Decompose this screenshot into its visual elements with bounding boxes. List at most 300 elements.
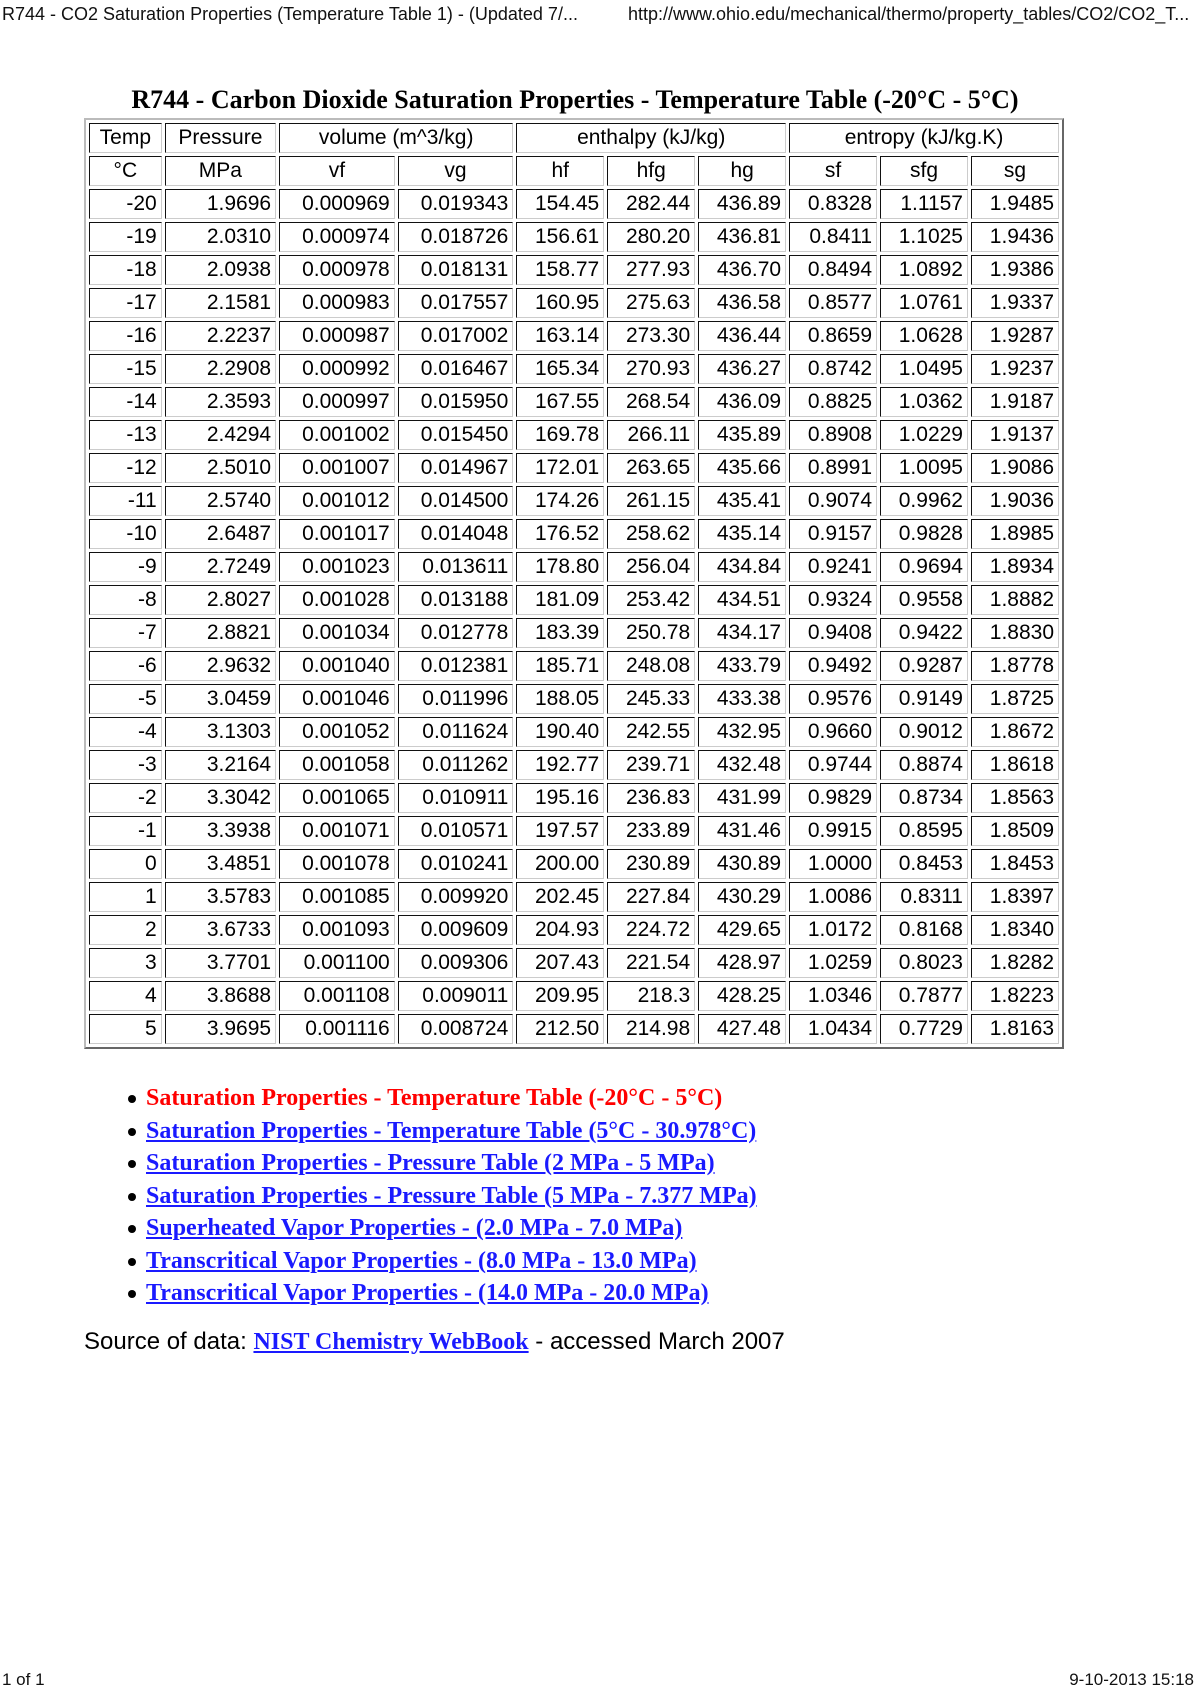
cell-pressure: 3.9695 <box>165 1014 276 1044</box>
cell-sfg: 1.1025 <box>880 222 968 252</box>
cell-sfg: 1.0761 <box>880 288 968 318</box>
cell-sg: 1.8672 <box>971 717 1059 747</box>
table-row <box>89 354 1059 384</box>
cell-hfg: 224.72 <box>607 915 695 945</box>
cell-pressure: 3.5783 <box>165 882 276 912</box>
cell-hfg: 221.54 <box>607 948 695 978</box>
cell-sg: 1.9187 <box>971 387 1059 417</box>
cell-pressure: 3.6733 <box>165 915 276 945</box>
cell-vf: 0.000997 <box>279 387 395 417</box>
cell-vf: 0.001100 <box>279 948 395 978</box>
bullet-icon <box>128 1258 136 1266</box>
cell-hg: 435.66 <box>698 453 786 483</box>
cell-hg: 428.25 <box>698 981 786 1011</box>
cell-sfg: 0.9287 <box>880 651 968 681</box>
table-row <box>89 981 1059 1011</box>
cell-sg: 1.8618 <box>971 750 1059 780</box>
unit-temp: °C <box>89 156 162 186</box>
table-row <box>89 222 1059 252</box>
cell-pressure: 3.3938 <box>165 816 276 846</box>
cell-vg: 0.009011 <box>398 981 514 1011</box>
cell-hf: 197.57 <box>516 816 604 846</box>
cell-pressure: 3.2164 <box>165 750 276 780</box>
cell-sfg: 0.8453 <box>880 849 968 879</box>
cell-vf: 0.001078 <box>279 849 395 879</box>
table-link[interactable]: Superheated Vapor Properties - (2.0 MPa - 7.0 MPa) <box>146 1215 683 1241</box>
print-header <box>0 0 1200 30</box>
properties-table <box>84 118 1064 1049</box>
cell-sg: 1.8163 <box>971 1014 1059 1044</box>
cell-vg: 0.012778 <box>398 618 514 648</box>
bullet-icon <box>128 1225 136 1233</box>
cell-sg: 1.9337 <box>971 288 1059 318</box>
cell-sf: 0.8908 <box>789 420 877 450</box>
cell-sg: 1.8934 <box>971 552 1059 582</box>
table-row <box>89 519 1059 549</box>
list-item <box>128 1147 757 1180</box>
table-row <box>89 453 1059 483</box>
table-body <box>89 189 1059 1044</box>
cell-hf: 169.78 <box>516 420 604 450</box>
cell-sf: 1.0000 <box>789 849 877 879</box>
table-row <box>89 1014 1059 1044</box>
cell-vf: 0.001028 <box>279 585 395 615</box>
cell-hg: 435.41 <box>698 486 786 516</box>
cell-temp: -15 <box>89 354 162 384</box>
table-row <box>89 750 1059 780</box>
cell-temp: 2 <box>89 915 162 945</box>
bullet-icon <box>128 1095 136 1103</box>
cell-sfg: 0.9694 <box>880 552 968 582</box>
cell-hg: 436.89 <box>698 189 786 219</box>
cell-temp: -18 <box>89 255 162 285</box>
cell-sg: 1.9386 <box>971 255 1059 285</box>
cell-sfg: 0.7729 <box>880 1014 968 1044</box>
print-header-title: R744 - CO2 Saturation Properties (Temperature Table 1) - (Updated 7/... <box>2 4 578 24</box>
cell-vf: 0.001017 <box>279 519 395 549</box>
cell-sfg: 0.8168 <box>880 915 968 945</box>
table-link[interactable]: Transcritical Vapor Properties - (8.0 MPa - 13.0 MPa) <box>146 1247 697 1274</box>
table-row <box>89 189 1059 219</box>
cell-sfg: 0.8595 <box>880 816 968 846</box>
cell-pressure: 3.0459 <box>165 684 276 714</box>
source-prefix: Source of data: <box>84 1328 254 1355</box>
cell-vf: 0.000992 <box>279 354 395 384</box>
cell-sg: 1.8282 <box>971 948 1059 978</box>
cell-vf: 0.001023 <box>279 552 395 582</box>
cell-hfg: 266.11 <box>607 420 695 450</box>
cell-sf: 0.9324 <box>789 585 877 615</box>
cell-hfg: 261.15 <box>607 486 695 516</box>
cell-pressure: 2.8027 <box>165 585 276 615</box>
source-suffix: - accessed March 2007 <box>528 1328 785 1355</box>
cell-pressure: 1.9696 <box>165 189 276 219</box>
cell-hfg: 245.33 <box>607 684 695 714</box>
cell-sg: 1.9137 <box>971 420 1059 450</box>
cell-sf: 0.9157 <box>789 519 877 549</box>
cell-vg: 0.019343 <box>398 189 514 219</box>
cell-hf: 192.77 <box>516 750 604 780</box>
cell-sf: 0.9241 <box>789 552 877 582</box>
cell-sf: 0.9074 <box>789 486 877 516</box>
cell-temp: -9 <box>89 552 162 582</box>
cell-sf: 0.9660 <box>789 717 877 747</box>
cell-sf: 0.8742 <box>789 354 877 384</box>
cell-hf: 188.05 <box>516 684 604 714</box>
bullet-icon <box>128 1193 136 1201</box>
cell-temp: -12 <box>89 453 162 483</box>
cell-sfg: 1.1157 <box>880 189 968 219</box>
cell-sg: 1.9036 <box>971 486 1059 516</box>
table-link[interactable]: Transcritical Vapor Properties - (14.0 MPa - 20.0 MPa) <box>146 1280 709 1306</box>
cell-vg: 0.015450 <box>398 420 514 450</box>
cell-hg: 436.81 <box>698 222 786 252</box>
cell-sf: 0.8494 <box>789 255 877 285</box>
cell-hg: 428.97 <box>698 948 786 978</box>
cell-temp: -11 <box>89 486 162 516</box>
table-row <box>89 816 1059 846</box>
cell-temp: -5 <box>89 684 162 714</box>
cell-sfg: 0.9149 <box>880 684 968 714</box>
unit-sfg: sfg <box>880 156 968 186</box>
bullet-icon <box>128 1160 136 1168</box>
cell-hfg: 256.04 <box>607 552 695 582</box>
cell-hf: 190.40 <box>516 717 604 747</box>
cell-hf: 195.16 <box>516 783 604 813</box>
header-volume: volume (m^3/kg) <box>279 123 513 153</box>
table-row <box>89 486 1059 516</box>
cell-temp: -1 <box>89 816 162 846</box>
cell-vg: 0.009306 <box>398 948 514 978</box>
cell-sfg: 0.9012 <box>880 717 968 747</box>
table-row <box>89 915 1059 945</box>
cell-sf: 0.9829 <box>789 783 877 813</box>
table-row <box>89 684 1059 714</box>
cell-hf: 200.00 <box>516 849 604 879</box>
cell-temp: 4 <box>89 981 162 1011</box>
cell-vf: 0.001012 <box>279 486 395 516</box>
cell-temp: -20 <box>89 189 162 219</box>
cell-pressure: 3.4851 <box>165 849 276 879</box>
table-link[interactable]: Saturation Properties - Temperature Table (5°C - 30.978°C) <box>146 1117 757 1144</box>
cell-vg: 0.014967 <box>398 453 514 483</box>
cell-pressure: 3.8688 <box>165 981 276 1011</box>
cell-hf: 158.77 <box>516 255 604 285</box>
table-row <box>89 948 1059 978</box>
list-item <box>128 1212 757 1245</box>
cell-sg: 1.8830 <box>971 618 1059 648</box>
cell-hfg: 263.65 <box>607 453 695 483</box>
cell-hg: 436.09 <box>698 387 786 417</box>
cell-sf: 0.9576 <box>789 684 877 714</box>
cell-pressure: 2.7249 <box>165 552 276 582</box>
cell-vg: 0.010911 <box>398 783 514 813</box>
cell-hf: 174.26 <box>516 486 604 516</box>
cell-sfg: 0.8023 <box>880 948 968 978</box>
cell-vg: 0.018131 <box>398 255 514 285</box>
cell-pressure: 2.4294 <box>165 420 276 450</box>
cell-hg: 430.89 <box>698 849 786 879</box>
cell-hfg: 236.83 <box>607 783 695 813</box>
cell-vg: 0.009920 <box>398 882 514 912</box>
cell-vg: 0.013611 <box>398 552 514 582</box>
cell-vf: 0.001034 <box>279 618 395 648</box>
cell-temp: -8 <box>89 585 162 615</box>
cell-vf: 0.000969 <box>279 189 395 219</box>
cell-sfg: 0.8734 <box>880 783 968 813</box>
cell-temp: -6 <box>89 651 162 681</box>
cell-sfg: 1.0362 <box>880 387 968 417</box>
unit-hfg: hfg <box>607 156 695 186</box>
cell-vg: 0.017002 <box>398 321 514 351</box>
cell-hg: 435.14 <box>698 519 786 549</box>
cell-sg: 1.8985 <box>971 519 1059 549</box>
cell-vf: 0.001065 <box>279 783 395 813</box>
unit-hg: hg <box>698 156 786 186</box>
cell-vg: 0.014048 <box>398 519 514 549</box>
related-tables-list <box>128 1082 757 1310</box>
cell-hfg: 282.44 <box>607 189 695 219</box>
table-row <box>89 651 1059 681</box>
cell-hfg: 270.93 <box>607 354 695 384</box>
cell-vf: 0.001071 <box>279 816 395 846</box>
table-row <box>89 783 1059 813</box>
cell-sg: 1.8453 <box>971 849 1059 879</box>
table-row <box>89 717 1059 747</box>
print-header-url: http://www.ohio.edu/mechanical/thermo/property_tables/CO2/CO2_T... <box>628 4 1190 24</box>
list-item <box>128 1115 757 1148</box>
cell-hf: 212.50 <box>516 1014 604 1044</box>
cell-vf: 0.001093 <box>279 915 395 945</box>
cell-vg: 0.016467 <box>398 354 514 384</box>
cell-hg: 435.89 <box>698 420 786 450</box>
cell-hf: 176.52 <box>516 519 604 549</box>
cell-sfg: 1.0229 <box>880 420 968 450</box>
list-item <box>128 1180 757 1213</box>
cell-pressure: 2.5740 <box>165 486 276 516</box>
table-row <box>89 255 1059 285</box>
cell-pressure: 2.8821 <box>165 618 276 648</box>
cell-pressure: 2.2908 <box>165 354 276 384</box>
cell-sfg: 0.7877 <box>880 981 968 1011</box>
cell-sg: 1.9287 <box>971 321 1059 351</box>
unit-sf: sf <box>789 156 877 186</box>
cell-vf: 0.001052 <box>279 717 395 747</box>
cell-hf: 172.01 <box>516 453 604 483</box>
cell-vf: 0.001116 <box>279 1014 395 1044</box>
cell-hfg: 273.30 <box>607 321 695 351</box>
cell-hg: 434.84 <box>698 552 786 582</box>
cell-vg: 0.009609 <box>398 915 514 945</box>
table-row <box>89 552 1059 582</box>
cell-sf: 0.8411 <box>789 222 877 252</box>
cell-hfg: 218.3 <box>607 981 695 1011</box>
cell-vg: 0.011262 <box>398 750 514 780</box>
unit-vg: vg <box>398 156 514 186</box>
table-row <box>89 618 1059 648</box>
cell-hg: 432.48 <box>698 750 786 780</box>
cell-hf: 154.45 <box>516 189 604 219</box>
cell-hg: 434.51 <box>698 585 786 615</box>
bullet-icon <box>128 1290 136 1298</box>
cell-hg: 436.58 <box>698 288 786 318</box>
cell-sg: 1.8340 <box>971 915 1059 945</box>
print-footer <box>0 1668 1200 1696</box>
cell-sg: 1.9436 <box>971 222 1059 252</box>
cell-vf: 0.000983 <box>279 288 395 318</box>
cell-hfg: 277.93 <box>607 255 695 285</box>
cell-vf: 0.001108 <box>279 981 395 1011</box>
cell-sf: 0.9492 <box>789 651 877 681</box>
cell-vg: 0.010241 <box>398 849 514 879</box>
cell-sg: 1.8223 <box>971 981 1059 1011</box>
table-unit-header-row <box>89 156 1059 186</box>
nist-webbook-link[interactable]: NIST Chemistry WebBook <box>253 1329 529 1355</box>
unit-sg: sg <box>971 156 1059 186</box>
cell-sg: 1.8778 <box>971 651 1059 681</box>
cell-temp: 3 <box>89 948 162 978</box>
cell-hg: 430.29 <box>698 882 786 912</box>
header-entropy: entropy (kJ/kg.K) <box>789 123 1059 153</box>
cell-hg: 436.70 <box>698 255 786 285</box>
cell-hf: 209.95 <box>516 981 604 1011</box>
cell-vf: 0.001046 <box>279 684 395 714</box>
cell-vf: 0.001040 <box>279 651 395 681</box>
table-row <box>89 288 1059 318</box>
cell-sfg: 0.9422 <box>880 618 968 648</box>
cell-sfg: 0.9558 <box>880 585 968 615</box>
table-row <box>89 882 1059 912</box>
cell-pressure: 2.3593 <box>165 387 276 417</box>
cell-temp: -4 <box>89 717 162 747</box>
cell-hg: 427.48 <box>698 1014 786 1044</box>
cell-vg: 0.011624 <box>398 717 514 747</box>
cell-hfg: 250.78 <box>607 618 695 648</box>
cell-temp: -10 <box>89 519 162 549</box>
table-link[interactable]: Saturation Properties - Pressure Table (2 MPa - 5 MPa) <box>146 1150 715 1176</box>
cell-vg: 0.011996 <box>398 684 514 714</box>
cell-vf: 0.000987 <box>279 321 395 351</box>
cell-sg: 1.8397 <box>971 882 1059 912</box>
cell-sg: 1.8509 <box>971 816 1059 846</box>
table-group-header-row <box>89 123 1059 153</box>
cell-vf: 0.001007 <box>279 453 395 483</box>
cell-hf: 207.43 <box>516 948 604 978</box>
cell-hf: 163.14 <box>516 321 604 351</box>
cell-hfg: 227.84 <box>607 882 695 912</box>
cell-vg: 0.008724 <box>398 1014 514 1044</box>
cell-sf: 0.8659 <box>789 321 877 351</box>
cell-sf: 0.8328 <box>789 189 877 219</box>
bullet-icon <box>128 1128 136 1136</box>
cell-sfg: 1.0628 <box>880 321 968 351</box>
table-link[interactable]: Saturation Properties - Pressure Table (5 MPa - 7.377 MPa) <box>146 1182 757 1209</box>
cell-vf: 0.000978 <box>279 255 395 285</box>
list-item <box>128 1277 757 1310</box>
cell-pressure: 2.0310 <box>165 222 276 252</box>
list-item <box>128 1082 757 1115</box>
header-temp: Temp <box>89 123 162 153</box>
cell-hf: 185.71 <box>516 651 604 681</box>
cell-temp: -2 <box>89 783 162 813</box>
list-item <box>128 1245 757 1278</box>
cell-sfg: 1.0095 <box>880 453 968 483</box>
cell-sfg: 1.0495 <box>880 354 968 384</box>
current-table-link[interactable]: Saturation Properties - Temperature Table (-20°C - 5°C) <box>146 1085 723 1111</box>
cell-vf: 0.001058 <box>279 750 395 780</box>
cell-sf: 0.8991 <box>789 453 877 483</box>
page-title: R744 - Carbon Dioxide Saturation Properties - Temperature Table (-20°C - 5°C) <box>131 85 1019 114</box>
cell-vg: 0.012381 <box>398 651 514 681</box>
cell-sf: 1.0172 <box>789 915 877 945</box>
header-enthalpy: enthalpy (kJ/kg) <box>516 123 786 153</box>
cell-vg: 0.018726 <box>398 222 514 252</box>
cell-hg: 436.27 <box>698 354 786 384</box>
cell-sf: 1.0346 <box>789 981 877 1011</box>
print-timestamp: 9-10-2013 15:18 <box>1069 1670 1194 1689</box>
cell-hf: 202.45 <box>516 882 604 912</box>
cell-hfg: 214.98 <box>607 1014 695 1044</box>
cell-hg: 431.46 <box>698 816 786 846</box>
cell-sf: 1.0434 <box>789 1014 877 1044</box>
table-row <box>89 849 1059 879</box>
table-row <box>89 387 1059 417</box>
cell-vg: 0.015950 <box>398 387 514 417</box>
cell-hfg: 275.63 <box>607 288 695 318</box>
cell-sg: 1.8563 <box>971 783 1059 813</box>
cell-sg: 1.8725 <box>971 684 1059 714</box>
cell-sf: 1.0259 <box>789 948 877 978</box>
cell-pressure: 3.7701 <box>165 948 276 978</box>
cell-pressure: 2.1581 <box>165 288 276 318</box>
cell-vg: 0.010571 <box>398 816 514 846</box>
cell-pressure: 2.0938 <box>165 255 276 285</box>
cell-sg: 1.9485 <box>971 189 1059 219</box>
cell-hf: 181.09 <box>516 585 604 615</box>
cell-sfg: 0.8874 <box>880 750 968 780</box>
cell-temp: -19 <box>89 222 162 252</box>
cell-hfg: 242.55 <box>607 717 695 747</box>
cell-sf: 0.9408 <box>789 618 877 648</box>
cell-sfg: 0.9962 <box>880 486 968 516</box>
cell-hf: 204.93 <box>516 915 604 945</box>
cell-hfg: 280.20 <box>607 222 695 252</box>
cell-pressure: 3.1303 <box>165 717 276 747</box>
cell-hg: 433.38 <box>698 684 786 714</box>
cell-hg: 433.79 <box>698 651 786 681</box>
cell-vf: 0.001085 <box>279 882 395 912</box>
cell-sf: 1.0086 <box>789 882 877 912</box>
cell-temp: -13 <box>89 420 162 450</box>
cell-sfg: 0.9828 <box>880 519 968 549</box>
cell-hg: 432.95 <box>698 717 786 747</box>
cell-vf: 0.001002 <box>279 420 395 450</box>
unit-vf: vf <box>279 156 395 186</box>
cell-sf: 0.8577 <box>789 288 877 318</box>
cell-hg: 436.44 <box>698 321 786 351</box>
cell-hg: 429.65 <box>698 915 786 945</box>
cell-hf: 167.55 <box>516 387 604 417</box>
cell-temp: -17 <box>89 288 162 318</box>
table-row <box>89 321 1059 351</box>
cell-hf: 156.61 <box>516 222 604 252</box>
cell-hfg: 230.89 <box>607 849 695 879</box>
cell-hfg: 253.42 <box>607 585 695 615</box>
cell-hf: 178.80 <box>516 552 604 582</box>
cell-temp: 5 <box>89 1014 162 1044</box>
cell-vg: 0.014500 <box>398 486 514 516</box>
cell-hfg: 233.89 <box>607 816 695 846</box>
